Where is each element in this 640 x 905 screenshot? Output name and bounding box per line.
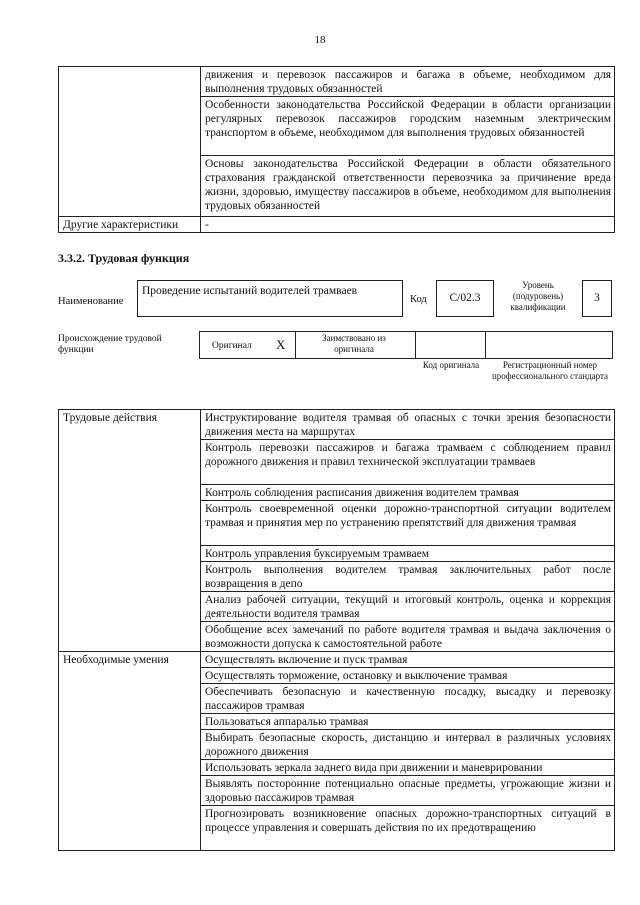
labor-action-item: Контроль перевозки пассажиров и багажа трамваем с соблюдением правил дорожного движения и правил технической эксплуатации трамваев [201,440,615,485]
skill-item: Использовать зеркала заднего вида при движении и маневрировании [201,760,615,776]
labor-action-item: Контроль соблюдения расписания движения водителем трамвая [201,485,615,501]
labor-action-item: Обобщение всех замечаний по работе водителя трамвая и выдача заключения о возможности допуска к самостоятельной работе [201,622,615,652]
code-label: Код [410,294,427,305]
skill-item: Обеспечивать безопасную и качественную посадку, высадку и перевозку пассажиров трамвая [201,684,615,714]
section-title: 3.3.2. Трудовая функция [58,251,190,265]
labor-action-item: Инструктирование водителя трамвая об опасных с точки зрения безопасности движения места на маршрутах [201,410,615,440]
name-label: Наименование [58,296,124,307]
code-value: C/02.3 [436,280,494,317]
skills-label: Необходимые умения [59,652,201,851]
other-characteristics-label: Другие характеристики [59,217,201,233]
original-mark: X [276,337,286,352]
top-table-row: Основы законодательства Российской Федерации в области обязательного страхования гражданской ответственности перевозчика за причинение вреда жизни, здоровью, имуществу пассажиров в объеме, необходимом для выполнения трудовых обязанностей [201,156,615,217]
other-characteristics-value: - [201,217,615,233]
level-value: 3 [582,280,612,317]
labor-action-item: Анализ рабочей ситуации, текущий и итоговый контроль, оценка и коррекция деятельности водителя трамвая [201,592,615,622]
name-box [137,280,403,317]
skill-item: Выбирать безопасные скорость, дистанцию и интервал в различных условиях дорожного движения [201,730,615,760]
origin-code-cell [415,332,486,358]
origin-code-caption: Код оригинала [422,360,480,370]
labor-actions-label: Трудовые действия [59,410,201,652]
skill-item: Выявлять посторонние потенциально опасные предметы, угрожающие жизни и здоровью пассажиров трамвая [201,776,615,806]
origin-box [199,331,613,359]
level-label: Уровень (подуровень) квалификации [510,280,566,312]
original-label: Оригинал [212,341,252,351]
skill-item: Прогнозировать возникновение опасных дорожно-транспортных ситуаций в процессе управления и совершать действия по их предотвращению [201,806,615,851]
top-table-row: движения и перевозок пассажиров и багажа в объеме, необходимом для выполнения трудовых обязанностей [201,67,615,97]
page-number: 18 [314,34,326,46]
skill-item: Осуществлять включение и пуск трамвая [201,652,615,668]
skill-item: Пользоваться аппаралью трамвая [201,714,615,730]
origin-label: Происхождение трудовой функции [58,334,162,355]
top-table-row: Особенности законодательства Российской Федерации в области организации регулярных перевозок пассажиров городским наземным электрическим транспортом в объеме, необходимом для выполнения трудовых обязанностей [201,97,615,156]
borrowed-label: Заимствовано из оригинала [322,333,386,354]
function-table [58,409,615,851]
labor-action-item: Контроль своевременной оценки дорожно-транспортной ситуации водителем трамвая и принятия мер по устранению препятствий для движения трамвая [201,501,615,546]
top-table-label-empty [59,67,201,217]
top-table [58,66,615,233]
name-value: Проведение испытаний водителей трамваев [142,285,358,297]
skill-item: Осуществлять торможение, остановку и выключение трамвая [201,668,615,684]
reg-number-caption: Регистрационный номер профессионального стандарта [491,360,609,381]
labor-action-item: Контроль управления буксируемым трамваем [201,546,615,562]
labor-action-item: Контроль выполнения водителем трамвая заключительных работ после возвращения в депо [201,562,615,592]
